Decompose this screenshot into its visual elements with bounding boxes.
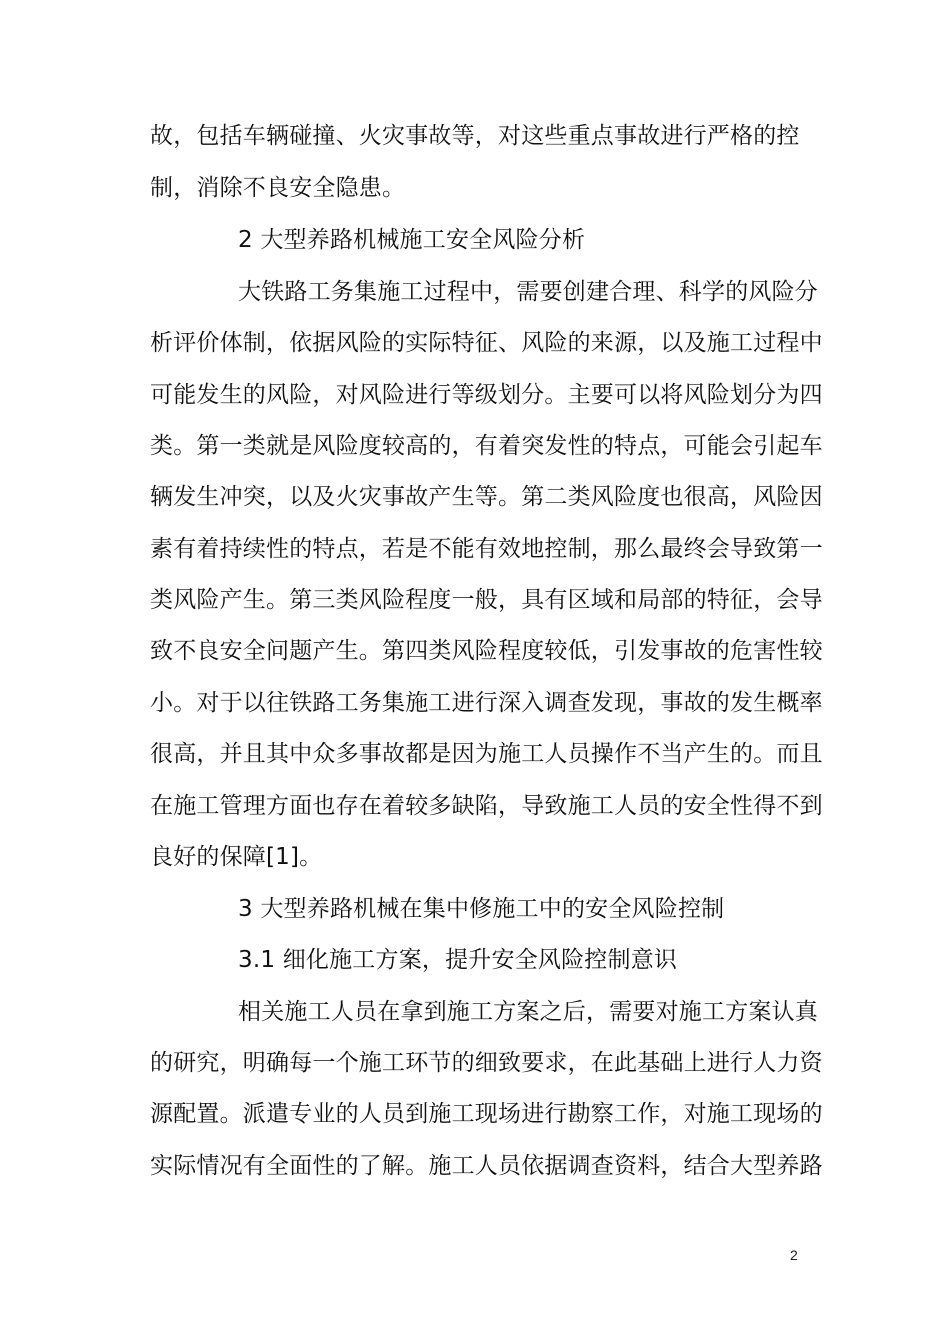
section-heading: 2 大型养路机械施工安全风险分析	[238, 227, 586, 253]
paragraph-first-line: 大铁路工务集施工过程中，需要创建合理、科学的风险分	[238, 279, 818, 305]
body-text-line: 故，包括车辆碰撞、火灾事故等，对这些重点事故进行严格的控	[150, 123, 800, 149]
body-text-line: 的研究，明确每一个施工环节的细致要求，在此基础上进行人力资	[150, 1050, 823, 1076]
body-text-line: 实际情况有全面性的了解。施工人员依据调查资料，结合大型养路	[150, 1153, 823, 1179]
body-text-line: 小。对于以往铁路工务集施工进行深入调查发现，事故的发生概率	[150, 690, 823, 716]
page-number: 2	[790, 1247, 798, 1263]
body-text-line: 辆发生冲突，以及火灾事故产生等。第二类风险度也很高，风险因	[150, 484, 823, 510]
section-heading: 3 大型养路机械在集中修施工中的安全风险控制	[238, 896, 725, 922]
body-text-line: 制，消除不良安全隐患。	[150, 175, 406, 201]
body-text-line: 致不良安全问题产生。第四类风险程度较低，引发事故的危害性较	[150, 638, 823, 664]
body-text-line: 素有着持续性的特点，若是不能有效地控制，那么最终会导致第一	[150, 536, 823, 562]
subsection-heading: 3.1 细化施工方案，提升安全风险控制意识	[238, 947, 678, 973]
body-text-line: 很高，并且其中众多事故都是因为施工人员操作不当产生的。而且	[150, 741, 823, 767]
body-text-line: 类。第一类就是风险度较高的，有着突发性的特点，可能会引起车	[150, 433, 823, 459]
body-text-line: 源配置。派遣专业的人员到施工现场进行勘察工作，对施工现场的	[150, 1101, 823, 1127]
body-text-line: 可能发生的风险，对风险进行等级划分。主要可以将风险划分为四	[150, 382, 823, 408]
body-text-line: 良好的保障[1]。	[150, 844, 323, 870]
paragraph-first-line: 相关施工人员在拿到施工方案之后，需要对施工方案认真	[238, 999, 818, 1025]
body-text-line: 析评价体制，依据风险的实际特征、风险的来源，以及施工过程中	[150, 330, 823, 356]
body-text-line: 类风险产生。第三类风险程度一般，具有区域和局部的特征，会导	[150, 587, 823, 613]
body-text-line: 在施工管理方面也存在着较多缺陷，导致施工人员的安全性得不到	[150, 793, 823, 819]
